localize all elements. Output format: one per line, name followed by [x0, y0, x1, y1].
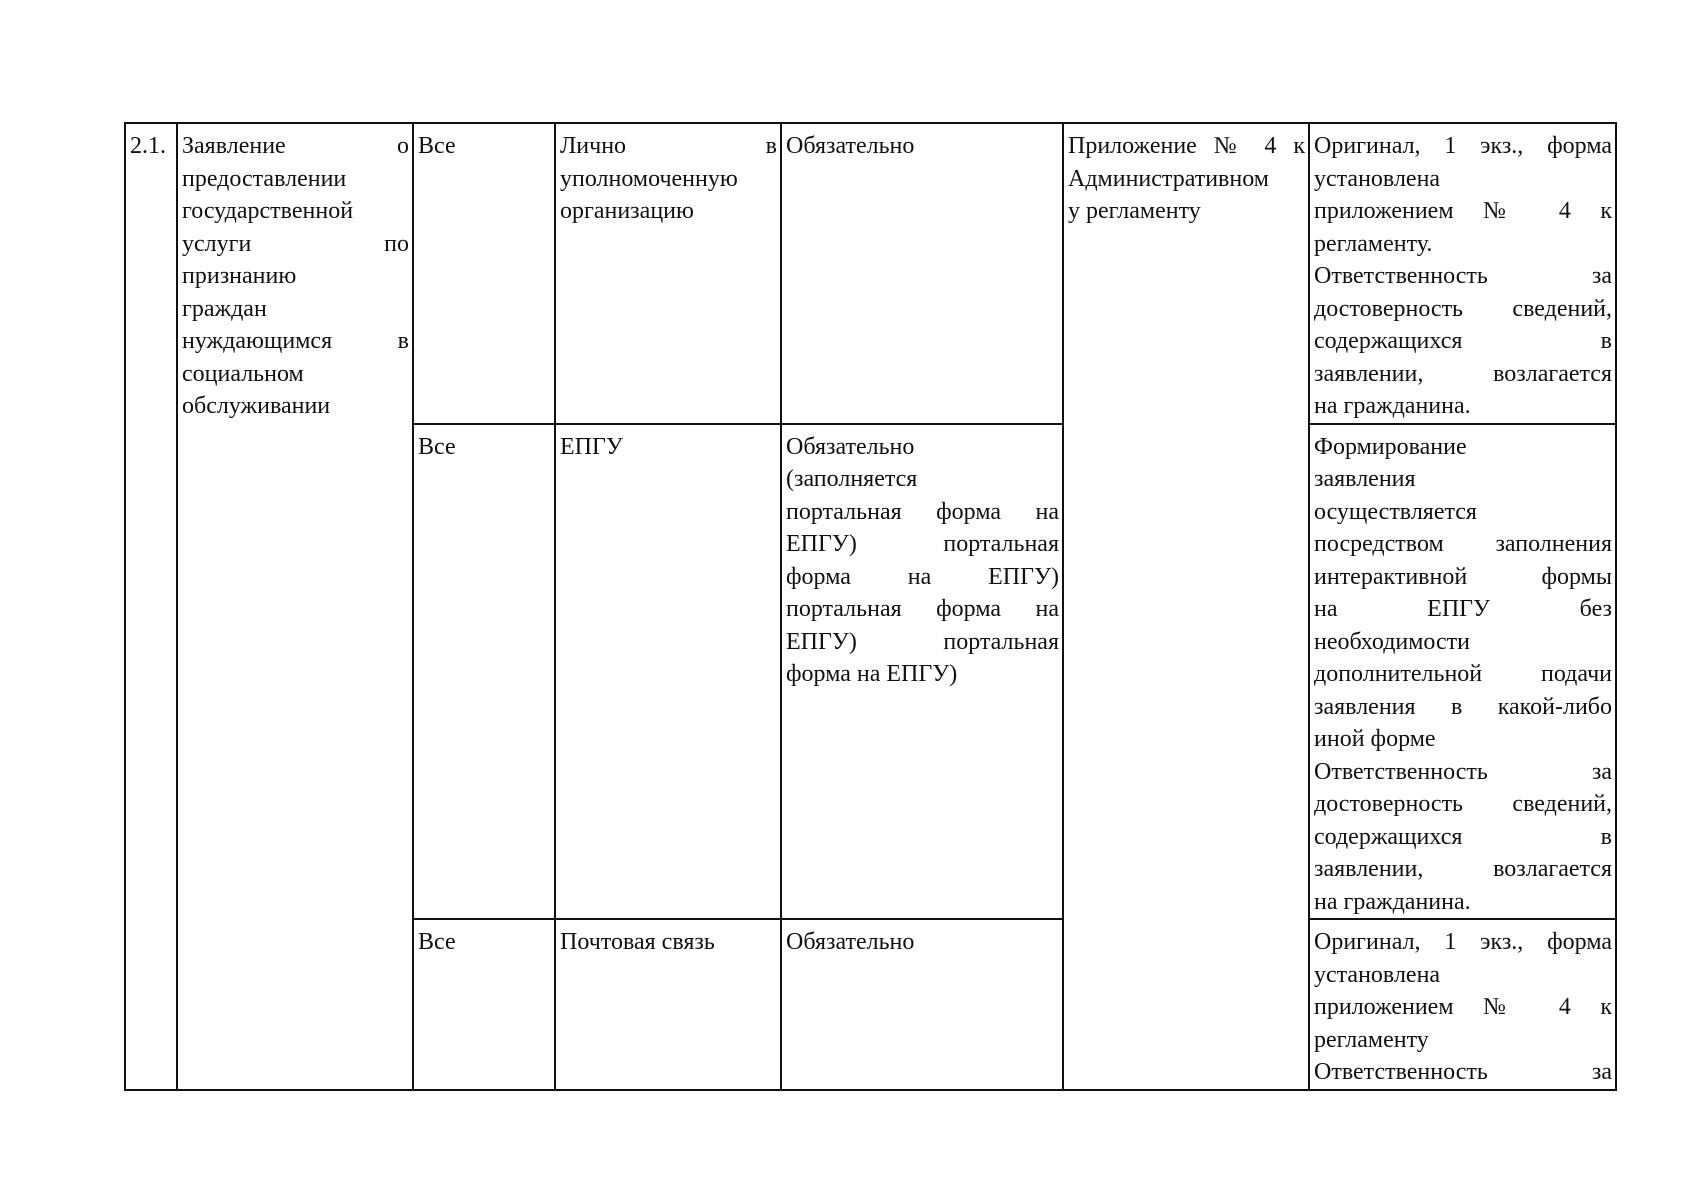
document-name-line: государственной [182, 198, 354, 224]
note-line: содержащихся в [1314, 823, 1612, 850]
requirement-line: ЕПГУ) портальная [786, 628, 1059, 655]
requirement-line: Обязательно [786, 929, 915, 955]
note-cell [1309, 919, 1616, 1090]
note-line: регламенту [1314, 1026, 1429, 1053]
form-reference-line: Административном [1068, 165, 1269, 192]
requirement-line: ЕПГУ) портальная [786, 531, 1059, 557]
note-line: Оригинал, 1 экз., форма [1314, 929, 1612, 955]
note-line: Формирование [1314, 433, 1467, 460]
channel-cell [555, 123, 781, 424]
category-cell [413, 919, 555, 1090]
note-line: на гражданина. [1314, 393, 1471, 419]
channel-cell [555, 919, 781, 1090]
note-line: интерактивной формы [1314, 563, 1612, 590]
requirement-line: портальная форма на [786, 498, 1059, 525]
note-line: на ЕПГУ без [1314, 596, 1612, 622]
form-reference-line: у регламенту [1068, 198, 1201, 224]
note-line: регламенту. [1314, 230, 1433, 257]
note-line: установлена [1314, 961, 1441, 988]
category-cell [413, 123, 555, 424]
note-line: необходимости [1314, 628, 1471, 655]
note-line: Ответственность за [1314, 263, 1612, 289]
channel-line: уполномоченную [560, 165, 738, 192]
note-line: Оригинал, 1 экз., форма [1314, 133, 1612, 159]
channel-cell [555, 424, 781, 920]
document-name-line: граждан [182, 295, 267, 322]
note-line: на гражданина. [1314, 888, 1471, 915]
note-line: иной форме [1314, 726, 1436, 752]
category-value: Все [418, 929, 456, 955]
requirement-line: форма на ЕПГУ) [786, 563, 1059, 590]
note-line: заявлении, возлагается [1314, 360, 1612, 387]
note-line: заявлении, возлагается [1314, 856, 1612, 882]
form-reference-cell [1063, 123, 1309, 1090]
note-line: приложением № 4 к [1314, 198, 1612, 224]
note-line: достоверность сведений, [1314, 791, 1612, 817]
document-name-line: обслуживании [182, 393, 331, 419]
documents-table [124, 122, 1617, 1091]
document-name-line: Заявление о [182, 133, 409, 159]
channel-line: организацию [560, 198, 694, 224]
document-name-line: социальном [182, 360, 304, 387]
note-line: заявления [1314, 466, 1416, 492]
table-row [125, 123, 1616, 424]
note-line: дополнительной подачи [1314, 661, 1612, 687]
note-line: приложением № 4 к [1314, 994, 1612, 1020]
requirement-cell [781, 123, 1063, 424]
requirement-line: (заполняется [786, 466, 918, 492]
note-line: заявления в какой-либо [1314, 693, 1612, 720]
requirement-line: форма на ЕПГУ) [786, 661, 958, 687]
document-name-line: предоставлении [182, 165, 347, 192]
form-reference-line: Приложение № 4 к [1068, 133, 1305, 159]
note-line: Ответственность за [1314, 758, 1612, 785]
note-line: установлена [1314, 165, 1441, 192]
note-cell [1309, 123, 1616, 424]
requirement-cell [781, 919, 1063, 1090]
channel-line: ЕПГУ [560, 433, 623, 460]
note-line: осуществляется [1314, 498, 1477, 525]
channel-line: Почтовая связь [560, 929, 715, 955]
category-value: Все [418, 133, 456, 159]
channel-line: Лично в [560, 133, 777, 159]
note-line: содержащихся в [1314, 328, 1612, 354]
row-number: 2.1. [130, 133, 166, 159]
document-name-line: признанию [182, 263, 297, 289]
category-cell [413, 424, 555, 920]
note-cell [1309, 424, 1616, 920]
document-name-line: нуждающимся в [182, 328, 409, 354]
document-name-line: услуги по [182, 230, 409, 257]
note-line: посредством заполнения [1314, 531, 1612, 557]
requirement-line: Обязательно [786, 433, 915, 460]
requirement-line: Обязательно [786, 133, 915, 159]
row-number-cell [125, 123, 177, 1090]
requirement-cell [781, 424, 1063, 920]
note-line: Ответственность за [1314, 1059, 1612, 1085]
category-value: Все [418, 433, 456, 460]
note-line: достоверность сведений, [1314, 295, 1612, 322]
requirement-line: портальная форма на [786, 596, 1059, 622]
document-name-cell [177, 123, 413, 1090]
